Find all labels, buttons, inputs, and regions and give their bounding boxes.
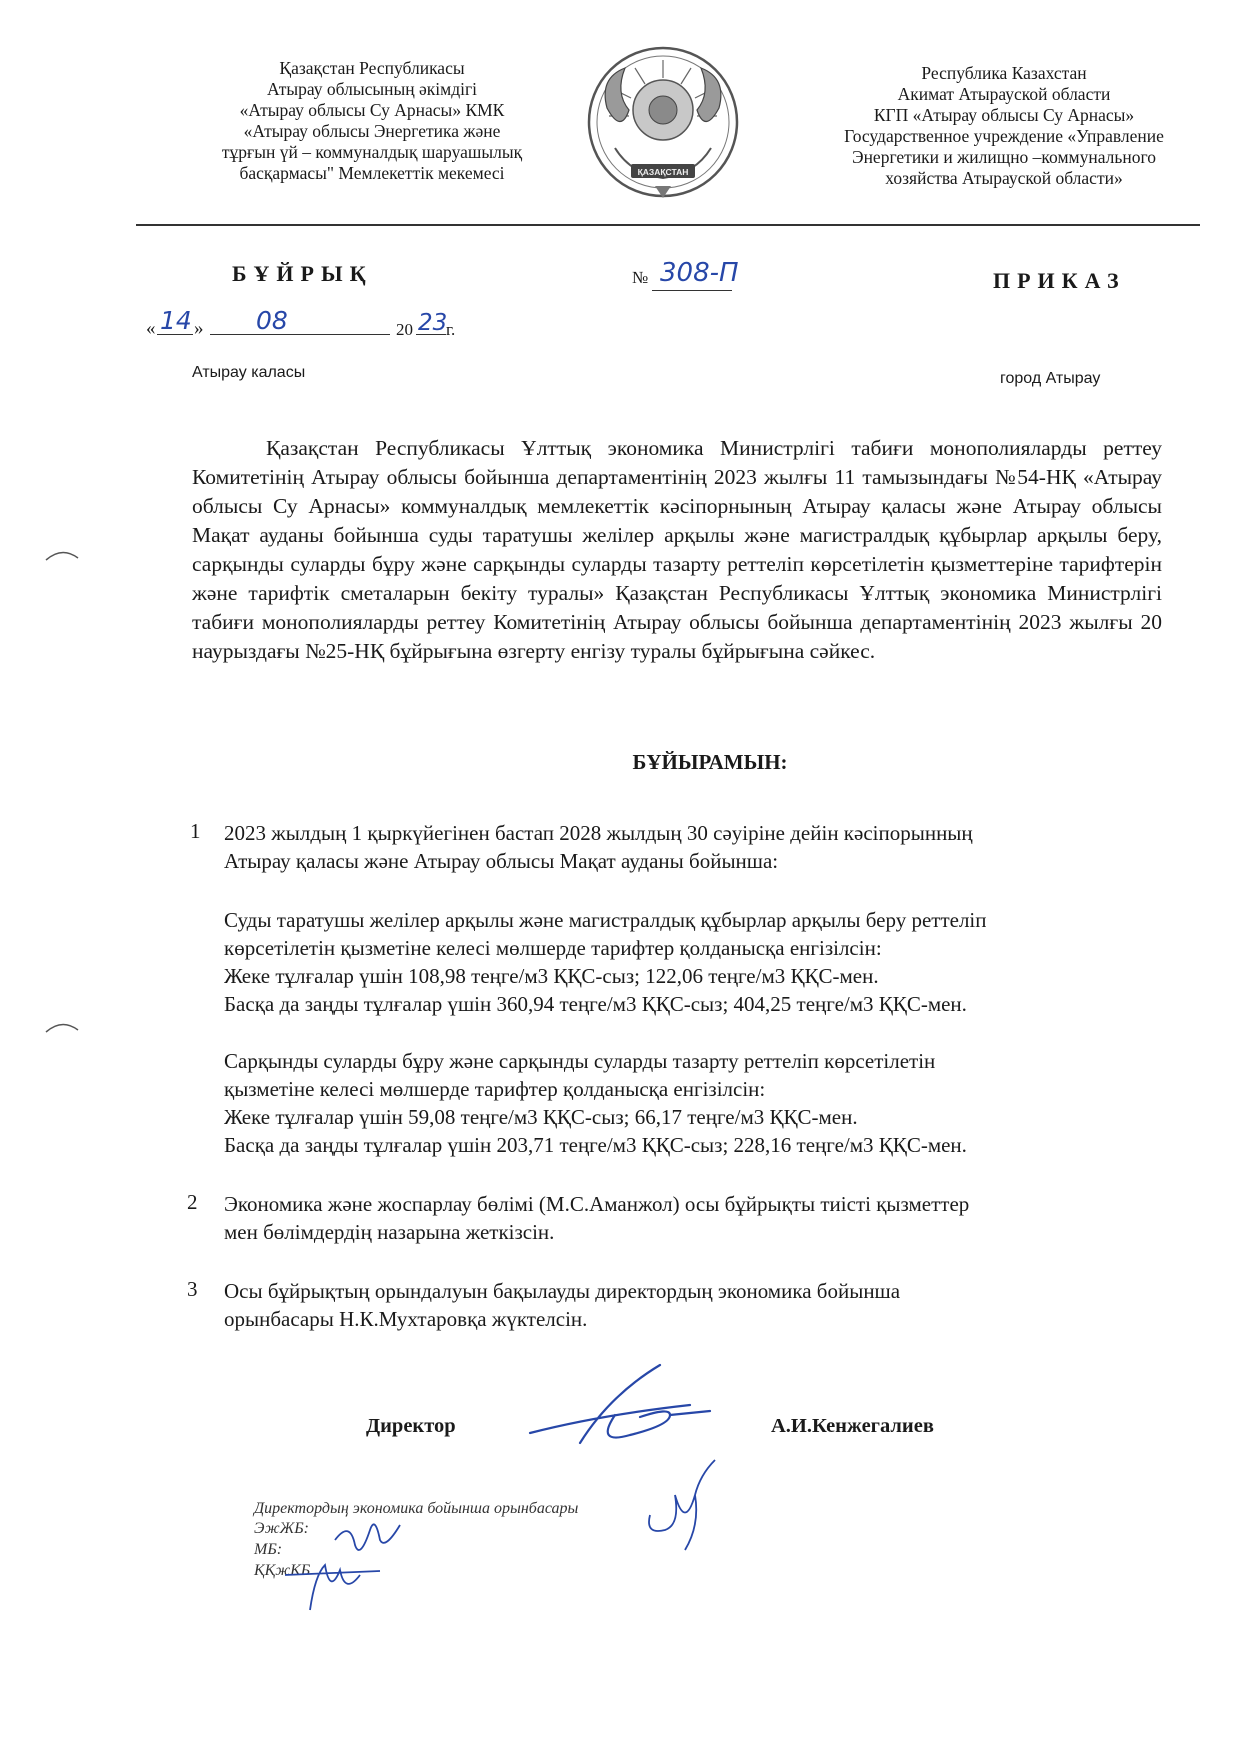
header-right-line: хозяйства Атырауской области» xyxy=(885,168,1123,188)
emblem-text: ҚАЗАҚСТАН xyxy=(637,167,689,177)
date-day: 14 xyxy=(160,306,192,335)
header-left-line: басқармасы" Мемлекеттік мекемесі xyxy=(239,163,505,183)
item-line: мен бөлімдердің назарына жеткізсін. xyxy=(224,1220,555,1244)
tariff-line: Басқа да заңды тұлғалар үшін 203,71 теңге/м3 ҚҚС-сыз; 228,16 теңге/м3 ҚҚС-мен. xyxy=(224,1133,967,1157)
date-year-suffix: 23 xyxy=(418,310,448,336)
visa-line: ЭжЖБ: xyxy=(254,1520,310,1537)
order-title-kz: БҰЙРЫҚ xyxy=(232,261,373,286)
city-ru: город Атырау xyxy=(1000,370,1101,387)
order-number-underline xyxy=(652,290,732,291)
director-signature-icon xyxy=(520,1355,720,1460)
visa-line: ҚҚжКБ xyxy=(254,1562,311,1579)
header-left-line: тұрғын үй – коммуналдық шаруашылық xyxy=(221,142,523,162)
visa-line: Директордың экономика бойынша орынбасары xyxy=(254,1500,579,1517)
tariff-line: Жеке тұлғалар үшін 108,98 теңге/м3 ҚҚС-сыз; 122,06 теңге/м3 ҚҚС-мен. xyxy=(224,964,879,988)
order-number-label: № xyxy=(632,268,649,287)
tariff-line: қызметіне келесі мөлшерде тарифтер қолданысқа енгізілсін: xyxy=(224,1077,766,1101)
list-item xyxy=(224,1277,900,1333)
signature-name: А.И.Кенжегалиев xyxy=(771,1415,934,1437)
header-right-line: Государственное учреждение «Управление xyxy=(844,126,1164,146)
list-item xyxy=(224,1190,969,1246)
tariff-line: Сарқынды суларды бұру және сарқынды суларды тазарту реттеліп көрсетілетін xyxy=(224,1049,936,1073)
visa-line: МБ: xyxy=(254,1541,283,1558)
header-left-line: «Атырау облысы Су Арнасы» КМК xyxy=(239,100,505,120)
item-number: 2 xyxy=(187,1190,198,1214)
header-left-line: Қазақстан Республикасы xyxy=(279,58,465,78)
item-line: Осы бұйрықтың орындалуын бақылауды директордың экономика бойынша xyxy=(224,1279,901,1303)
date-year-underline xyxy=(416,334,446,335)
item-line: орынбасары Н.К.Мухтаровқа жүктелсін. xyxy=(224,1307,588,1331)
tariff-line: Басқа да заңды тұлғалар үшін 360,94 теңге/м3 ҚҚС-сыз; 404,25 теңге/м3 ҚҚС-мен. xyxy=(224,992,967,1016)
header-right xyxy=(808,63,1200,189)
tariff-line: көрсетілетін қызметіне келесі мөлшерде тарифтер қолданысқа енгізілсін: xyxy=(224,936,882,960)
item-number: 1 xyxy=(190,819,201,843)
order-heading: БҰЙЫРАМЫН: xyxy=(632,750,788,774)
date-quote-close: » xyxy=(194,318,204,339)
tariff-line: Жеке тұлғалар үшін 59,08 теңге/м3 ҚҚС-сыз; 66,17 теңге/м3 ҚҚС-мен. xyxy=(224,1105,858,1129)
item-line: 2023 жылдың 1 қыркүйегінен бастап 2028 жылдың 30 сәуіріне дейін кәсіпорынның xyxy=(224,821,973,845)
date-day-underline xyxy=(157,334,193,335)
order-number: 308-П xyxy=(660,258,739,288)
scan-hole-mark xyxy=(44,548,80,567)
item-number: 3 xyxy=(187,1277,198,1301)
date-year-prefix: 20 xyxy=(396,320,413,339)
header-left-line: «Атырау облысы Энергетика және xyxy=(243,121,501,141)
tariff-block-water xyxy=(224,906,987,1018)
list-item xyxy=(224,819,973,875)
header-right-line: Республика Казахстан xyxy=(921,63,1087,83)
tariff-block-sewage xyxy=(224,1047,967,1159)
order-title-ru: ПРИКАЗ xyxy=(993,268,1126,293)
header-left xyxy=(192,58,552,184)
intro-paragraph: Қазақстан Республикасы Ұлттық экономика Министрлігі табиғи монополияларды реттеу Комитетінің Атырау облысы бойынша департаментінің 2023 жылғы 11 тамызындағы №54-НҚ «Атырау облысы Су Арнасы» коммуналдық мемлекеттік кәсіпорнының Атырау қаласы және Атырау облысы Мақат ауданы бойынша суды таратушы желілер арқылы және магистралдық құбырлар арқылы беру, сарқынды суларды бұру және сарқынды суларды тазарту реттеліп көрсетілетін қызметтеріне тарифтерін және тарифтік сметаларын бекіту туралы» Қазақстан Республикасы Ұлттық экономика Министрлігі табиғи монополияларды реттеу Комитетінің Атырау облысы бойынша департаментінің 2023 жылғы 20 наурыздағы №25-НҚ бұйрығына өзгерту енгізу туралы бұйрығына сәйкес. xyxy=(192,436,1162,663)
tariff-line: Суды таратушы желілер арқылы және магистралдық құбырлар арқылы беру реттеліп xyxy=(224,908,987,932)
header-divider xyxy=(136,224,1200,226)
date-year-end: г. xyxy=(446,320,456,339)
item-line: Атырау қаласы және Атырау облысы Мақат ауданы бойынша: xyxy=(224,849,779,873)
deputy-signature-icon xyxy=(640,1455,730,1560)
signature-role: Директор xyxy=(366,1415,456,1437)
date-quote-open: « xyxy=(146,318,156,339)
date-month-underline xyxy=(210,334,390,335)
state-emblem-icon xyxy=(585,38,741,206)
visa-signature-icon xyxy=(280,1555,390,1620)
header-right-line: Акимат Атырауской области xyxy=(897,84,1111,104)
header-right-line: Энергетики и жилищно –коммунального xyxy=(852,147,1156,167)
order-date xyxy=(146,318,156,340)
header-left-line: Атырау облысының әкімдігі xyxy=(266,79,478,99)
city-kz: Атырау каласы xyxy=(192,364,306,381)
date-month: 08 xyxy=(256,306,288,335)
scan-hole-mark xyxy=(44,1020,80,1039)
item-line: Экономика және жоспарлау бөлімі (М.С.Аманжол) осы бұйрықты тиісті қызметтер xyxy=(224,1192,970,1216)
header-right-line: КГП «Атырау облысы Су Арнасы» xyxy=(873,105,1135,125)
